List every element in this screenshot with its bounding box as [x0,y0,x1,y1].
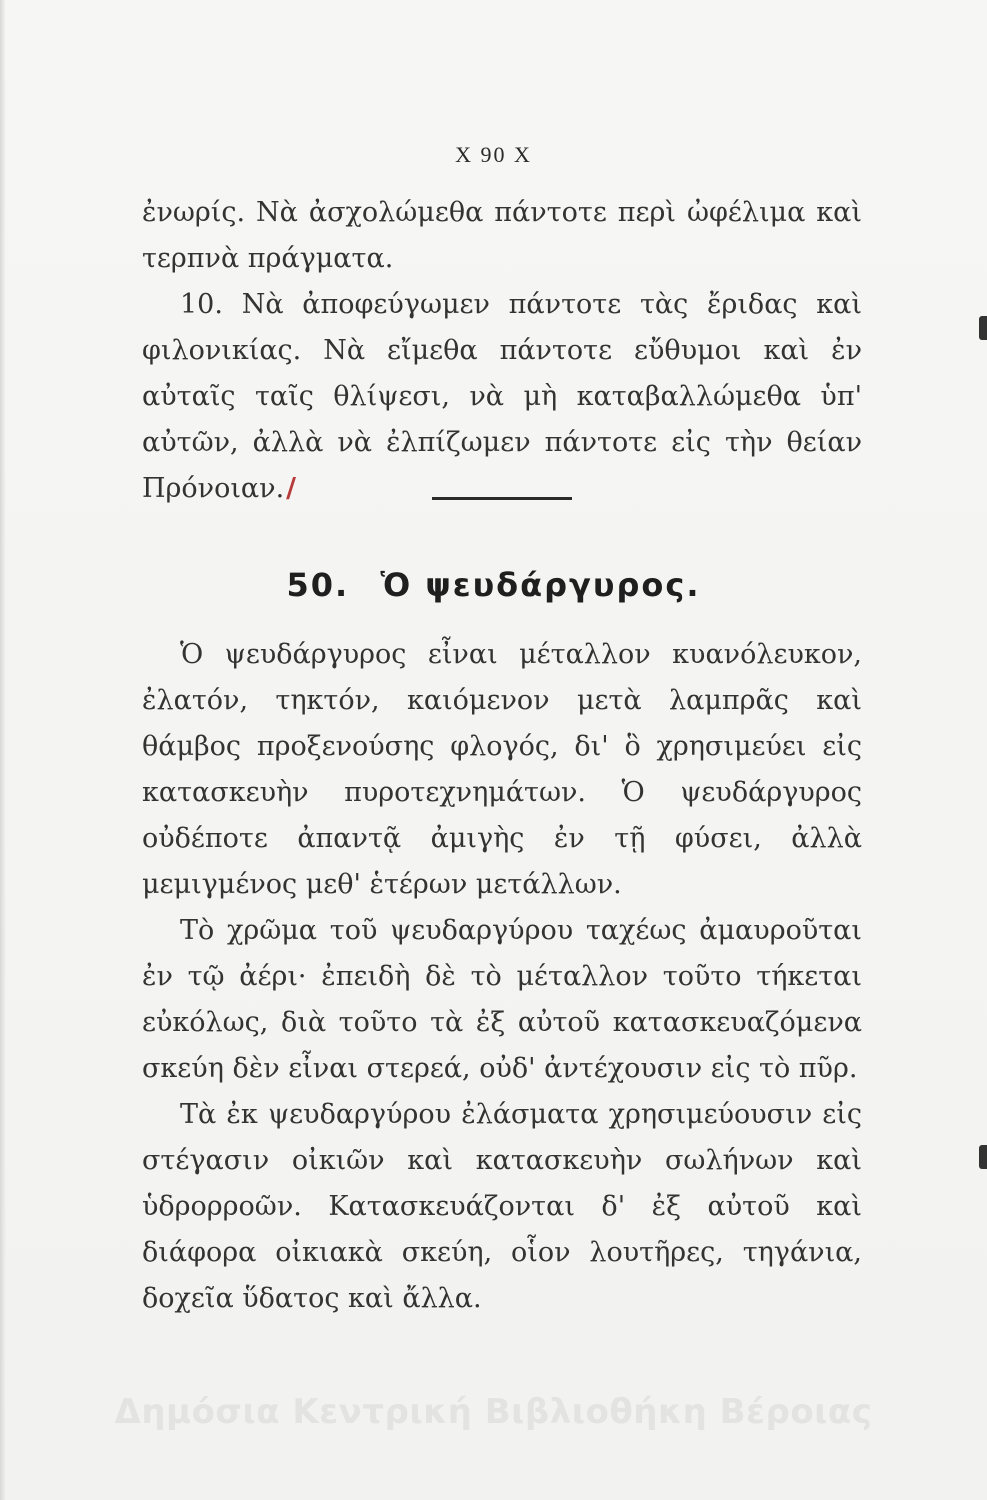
section-title: Ὁ ψευδάργυρος. [380,566,701,604]
section-number: 50. [286,566,350,604]
body-paragraph-3: Τὰ ἐκ ψευδαργύρου ἐλάσματα χρησιμεύουσιν εἰς στέγασιν οἰκιῶν καὶ κατασκευὴν σωλήνων καὶ ὑδρορροῶν. Κατασκευάζονται δ' ἐξ αὐτοῦ καὶ διάφορα οἰκιακὰ σκεύη, οἷον λουτῆρες, τηγάνια, δοχεῖα ὕδατος καὶ ἄλλα. [142,1099,862,1314]
page-number: Χ 90 Χ [455,142,532,167]
library-watermark: Δημόσια Κεντρική Βιβλιοθήκη Βέροιας [114,1392,873,1432]
page-edge-mark [979,316,987,340]
top-paragraph-1: ἐνωρίς. Νὰ ἀσχολώμεθα πάντοτε περὶ ὠφέλιμα καὶ τερπνὰ πράγματα. [142,197,862,274]
main-text-block [142,632,862,1322]
top-text-block [142,190,862,512]
section-heading [0,566,987,604]
body-paragraph-2: Τὸ χρῶμα τοῦ ψευδαργύρου ταχέως ἀμαυροῦται ἐν τῷ ἀέρι· ἐπειδὴ δὲ τὸ μέταλλον τοῦτο τήκεται εὐκόλως, διὰ τοῦτο τὰ ἐξ αὐτοῦ κατασκευαζόμενα σκεύη δὲν εἶναι στερεά, οὐδ' ἀντέχουσιν εἰς τὸ πῦρ. [142,915,862,1084]
section-divider-rule [432,497,572,500]
body-paragraph-1: Ὁ ψευδάργυρος εἶναι μέταλλον κυανόλευκον, ἐλατόν, τηκτόν, καιόμενον μετὰ λαμπρᾶς καὶ θάμβος προξενούσης φλογός, δι' ὃ χρησιμεύει εἰς κατασκευὴν πυροτεχνημάτων. Ὁ ψευδάργυρος οὐδέποτε ἀπαντᾷ ἀμιγὴς ἐν τῇ φύσει, ἀλλὰ μεμιγμένος μεθ' ἑτέρων μετάλλων. [142,639,862,900]
page-left-edge-shadow [0,0,6,1500]
margin-slash-mark: / [286,473,297,504]
top-paragraph-2-text: 10. Νὰ ἀποφεύγωμεν πάντοτε τὰς ἔριδας καὶ φιλονικίας. Νὰ εἴμεθα πάντοτε εὔθυμοι καὶ ἐν αὐταῖς ταῖς θλίψεσι, νὰ μὴ καταβαλλώμεθα ὑπ' αὐτῶν, ἀλλὰ νὰ ἐλπίζωμεν πάντοτε εἰς τὴν θείαν Πρόνοιαν. [142,289,862,504]
top-paragraph-2 [142,282,862,512]
page-edge-mark [979,1145,987,1169]
